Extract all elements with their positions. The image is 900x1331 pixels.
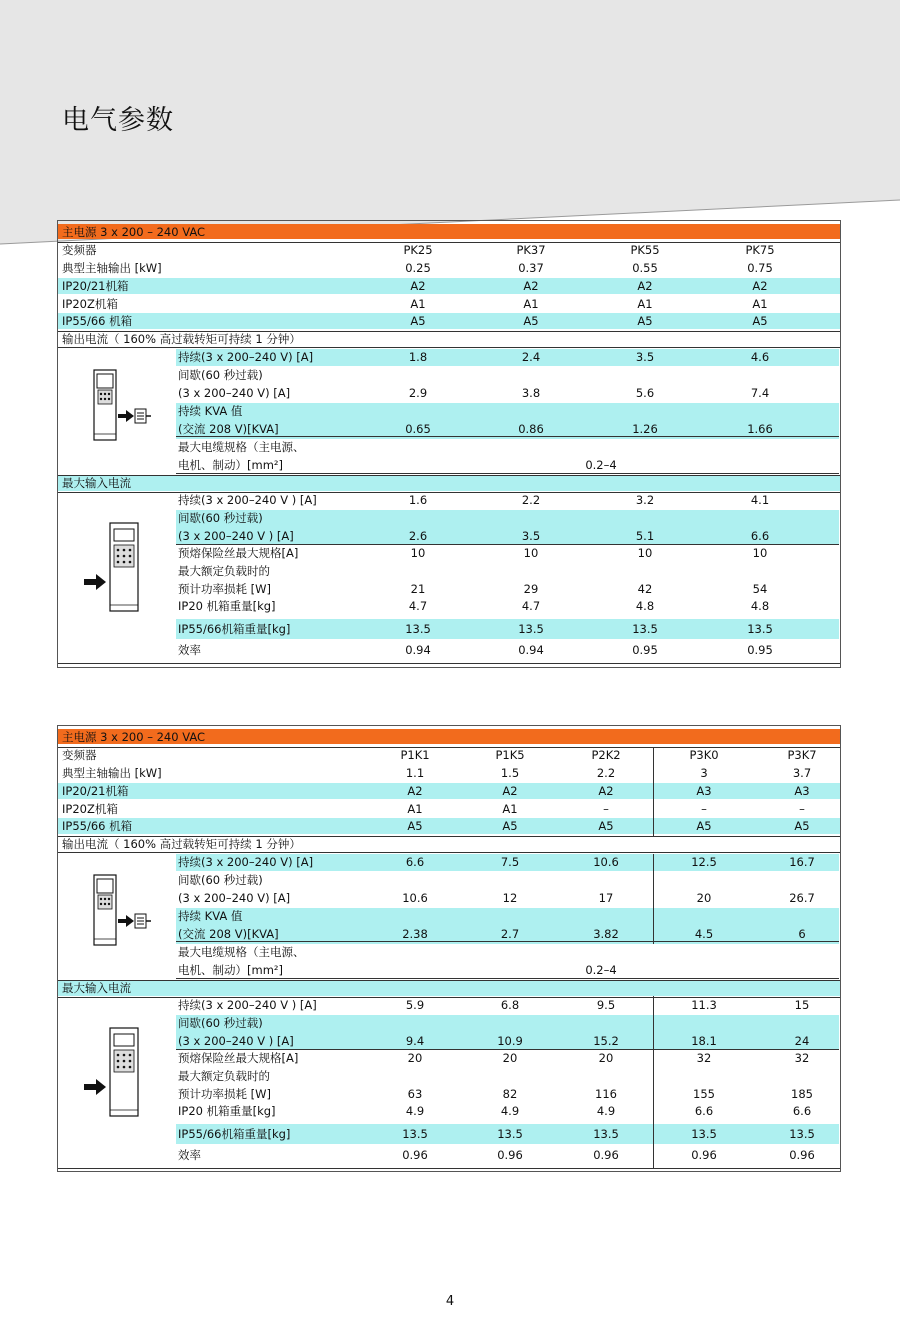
continuous-value: 7.5 — [500, 855, 520, 869]
ip20z-value: – — [701, 802, 707, 816]
ip20z-value: A1 — [523, 297, 539, 311]
in-continuous-label: 持续(3 x 200–240 V ) [A] — [178, 998, 317, 1012]
continuous-value: 3.5 — [635, 350, 655, 364]
intermittent-value: 20 — [696, 891, 712, 905]
typical-power-value: 0.37 — [518, 261, 544, 275]
ip20-weight-value: 6.6 — [792, 1104, 812, 1118]
ip20-weight-value: 4.9 — [596, 1104, 616, 1118]
intermittent-value: 26.7 — [789, 891, 815, 905]
ip55-weight-value: 13.5 — [593, 1127, 619, 1141]
kva-label-1: 持续 KVA 值 — [178, 909, 243, 923]
max-input-label: 最大输入电流 — [62, 981, 131, 995]
efficiency-value: 0.96 — [789, 1148, 815, 1162]
row-divider — [58, 1168, 840, 1169]
efficiency-value: 0.94 — [405, 643, 431, 657]
in-intermittent-value: 5.1 — [635, 529, 655, 543]
row-divider — [58, 663, 840, 664]
kva-value: 3.82 — [593, 927, 619, 941]
model-header: P2K2 — [591, 748, 621, 762]
column-separator — [653, 747, 654, 836]
row-divider — [58, 242, 840, 243]
kva-value: 2.38 — [402, 927, 428, 941]
loss-label-1: 最大额定负载时的 — [178, 564, 270, 578]
ip20z-label: IP20Z机箱 — [62, 802, 118, 816]
ip20z-value: A1 — [407, 802, 423, 816]
typical-power-value: 1.5 — [500, 766, 520, 780]
ip20-21-value: A2 — [502, 784, 518, 798]
kva-value: 0.86 — [518, 422, 544, 436]
ip55-66-value: A5 — [794, 819, 810, 833]
cable-value: 0.2–4 — [585, 963, 617, 977]
inverter-label: 变频器 — [62, 748, 97, 762]
ip20-21-value: A2 — [752, 279, 768, 293]
typical-power-value: 3 — [700, 766, 708, 780]
ip20-21-label: IP20/21机箱 — [62, 279, 129, 293]
ip55-weight-value: 13.5 — [632, 622, 658, 636]
ip20-weight-value: 4.9 — [500, 1104, 520, 1118]
electrical-table-2 — [57, 725, 841, 1172]
model-header: P1K1 — [400, 748, 430, 762]
ip20z-value: A1 — [637, 297, 653, 311]
intermittent-value: 7.4 — [750, 386, 770, 400]
ip20z-value: – — [603, 802, 609, 816]
ip20-21-value: A3 — [794, 784, 810, 798]
row-divider — [176, 978, 839, 979]
ip55-weight-label: IP55/66机箱重量[kg] — [178, 1127, 291, 1141]
mains-label: 主电源 3 x 200 – 240 VAC — [62, 730, 206, 744]
row-divider — [58, 475, 840, 476]
fuse-value: 20 — [502, 1051, 518, 1065]
ip20-weight-value: 4.8 — [750, 599, 770, 613]
loss-value: 116 — [595, 1087, 617, 1101]
loss-value: 82 — [502, 1087, 518, 1101]
column-separator — [653, 854, 654, 944]
fuse-value: 10 — [523, 546, 539, 560]
in-intermittent-value: 9.4 — [405, 1034, 425, 1048]
cable-label-1: 最大电缆规格（主电源、 — [178, 440, 305, 454]
ip20z-value: A1 — [410, 297, 426, 311]
typical-power-label: 典型主轴输出 [kW] — [62, 766, 162, 780]
fuse-value: 10 — [637, 546, 653, 560]
fuse-label: 预熔保险丝最大规格[A] — [178, 546, 299, 560]
intermittent-value: 3.8 — [521, 386, 541, 400]
model-header: PK75 — [745, 243, 775, 257]
output-current-label: 输出电流（ 160% 高过载转矩可持续 1 分钟） — [62, 332, 301, 346]
drive-input-illustration — [80, 521, 152, 617]
loss-value: 21 — [410, 582, 426, 596]
continuous-value: 4.6 — [750, 350, 770, 364]
continuous-value: 12.5 — [691, 855, 717, 869]
in-continuous-value: 6.8 — [500, 998, 520, 1012]
in-intermittent-value: 15.2 — [593, 1034, 619, 1048]
ip55-weight-value: 13.5 — [497, 1127, 523, 1141]
intermittent-value: 12 — [502, 891, 518, 905]
cable-value: 0.2–4 — [585, 458, 617, 472]
fuse-value: 20 — [598, 1051, 614, 1065]
row-divider — [176, 436, 839, 437]
loss-label-1: 最大额定负载时的 — [178, 1069, 270, 1083]
ip20-21-value: A2 — [523, 279, 539, 293]
max-input-row-bg — [58, 475, 840, 491]
row-divider — [58, 492, 840, 493]
in-intermittent-label-1: 间歇(60 秒过载) — [178, 1016, 263, 1030]
ip20-21-value: A2 — [637, 279, 653, 293]
model-header: P3K0 — [689, 748, 719, 762]
fuse-value: 20 — [407, 1051, 423, 1065]
kva-label-2: (交流 208 V)[KVA] — [178, 422, 279, 436]
in-continuous-value: 2.2 — [521, 493, 541, 507]
kva-value: 6 — [798, 927, 806, 941]
ip55-weight-label: IP55/66机箱重量[kg] — [178, 622, 291, 636]
kva-value: 2.7 — [500, 927, 520, 941]
ip20z-label: IP20Z机箱 — [62, 297, 118, 311]
model-header: PK25 — [403, 243, 433, 257]
continuous-value: 2.4 — [521, 350, 541, 364]
ip55-weight-value: 13.5 — [405, 622, 431, 636]
ip20-21-label: IP20/21机箱 — [62, 784, 129, 798]
row-divider — [58, 747, 840, 748]
row-divider — [176, 544, 839, 545]
loss-value: 155 — [693, 1087, 715, 1101]
efficiency-label: 效率 — [178, 643, 201, 657]
row-divider — [176, 941, 839, 942]
model-header: P1K5 — [495, 748, 525, 762]
fuse-value: 10 — [752, 546, 768, 560]
row-divider — [58, 980, 840, 981]
fuse-value: 32 — [794, 1051, 810, 1065]
intermittent-value: 10.6 — [402, 891, 428, 905]
in-continuous-label: 持续(3 x 200–240 V ) [A] — [178, 493, 317, 507]
kva-label-1: 持续 KVA 值 — [178, 404, 243, 418]
inverter-label: 变频器 — [62, 243, 97, 257]
model-header: PK55 — [630, 243, 660, 257]
cable-label-2: 电机、制动）[mm²] — [178, 458, 283, 472]
efficiency-value: 0.95 — [747, 643, 773, 657]
loss-value: 63 — [407, 1087, 423, 1101]
ip20-21-value: A2 — [407, 784, 423, 798]
efficiency-value: 0.96 — [402, 1148, 428, 1162]
loss-label-2: 预计功率损耗 [W] — [178, 582, 271, 596]
ip20-21-value: A2 — [410, 279, 426, 293]
intermittent-label-1: 间歇(60 秒过载) — [178, 368, 263, 382]
loss-value: 42 — [637, 582, 653, 596]
typical-power-value: 3.7 — [792, 766, 812, 780]
ip20-weight-value: 4.7 — [521, 599, 541, 613]
ip55-66-value: A5 — [752, 314, 768, 328]
loss-value: 185 — [791, 1087, 813, 1101]
ip55-66-row-bg — [58, 818, 840, 834]
max-input-label: 最大输入电流 — [62, 476, 131, 490]
typical-power-label: 典型主轴输出 [kW] — [62, 261, 162, 275]
intermittent-label-2: (3 x 200–240 V) [A] — [178, 891, 291, 905]
kva-value: 1.66 — [747, 422, 773, 436]
fuse-value: 10 — [410, 546, 426, 560]
ip20-21-row-bg — [58, 783, 840, 799]
in-intermittent-value: 24 — [794, 1034, 810, 1048]
ip20-weight-value: 4.7 — [408, 599, 428, 613]
ip20-weight-value: 4.9 — [405, 1104, 425, 1118]
ip55-66-label: IP55/66 机箱 — [62, 314, 133, 328]
ip55-66-value: A5 — [523, 314, 539, 328]
row-divider — [58, 852, 840, 853]
in-continuous-value: 5.9 — [405, 998, 425, 1012]
typical-power-value: 1.1 — [405, 766, 425, 780]
in-intermittent-label-1: 间歇(60 秒过载) — [178, 511, 263, 525]
ip55-66-row-bg — [58, 313, 840, 329]
typical-power-value: 0.25 — [405, 261, 431, 275]
continuous-value: 16.7 — [789, 855, 815, 869]
continuous-label: 持续(3 x 200–240 V) [A] — [178, 855, 314, 869]
efficiency-label: 效率 — [178, 1148, 201, 1162]
kva-value: 0.65 — [405, 422, 431, 436]
typical-power-value: 2.2 — [596, 766, 616, 780]
mains-label: 主电源 3 x 200 – 240 VAC — [62, 225, 206, 239]
loss-value: 54 — [752, 582, 768, 596]
intermittent-value: 5.6 — [635, 386, 655, 400]
ip20-21-value: A3 — [696, 784, 712, 798]
intermittent-label-1: 间歇(60 秒过载) — [178, 873, 263, 887]
typical-power-value: 0.75 — [747, 261, 773, 275]
ip55-weight-value: 13.5 — [789, 1127, 815, 1141]
ip55-66-value: A5 — [598, 819, 614, 833]
in-intermittent-label-2: (3 x 200–240 V ) [A] — [178, 1034, 294, 1048]
ip20-weight-label: IP20 机箱重量[kg] — [178, 1104, 276, 1118]
row-divider — [58, 347, 840, 348]
fuse-label: 预熔保险丝最大规格[A] — [178, 1051, 299, 1065]
in-continuous-value: 9.5 — [596, 998, 616, 1012]
kva-value: 4.5 — [694, 927, 714, 941]
electrical-table-1 — [57, 220, 841, 668]
ip20z-value: A1 — [752, 297, 768, 311]
ip20-weight-value: 6.6 — [694, 1104, 714, 1118]
cable-label-1: 最大电缆规格（主电源、 — [178, 945, 305, 959]
column-separator — [653, 996, 654, 1168]
in-continuous-value: 1.6 — [408, 493, 428, 507]
drive-output-illustration — [80, 873, 152, 953]
efficiency-value: 0.96 — [593, 1148, 619, 1162]
ip20-weight-label: IP20 机箱重量[kg] — [178, 599, 276, 613]
intermittent-value: 17 — [598, 891, 614, 905]
in-continuous-value: 11.3 — [691, 998, 717, 1012]
ip55-66-value: A5 — [696, 819, 712, 833]
fuse-value: 32 — [696, 1051, 712, 1065]
in-intermittent-value: 10.9 — [497, 1034, 523, 1048]
cable-label-2: 电机、制动）[mm²] — [178, 963, 283, 977]
continuous-value: 10.6 — [593, 855, 619, 869]
continuous-value: 1.8 — [408, 350, 428, 364]
row-divider — [176, 473, 839, 474]
in-intermittent-label-2: (3 x 200–240 V ) [A] — [178, 529, 294, 543]
in-continuous-value: 4.1 — [750, 493, 770, 507]
loss-value: 29 — [523, 582, 539, 596]
row-divider — [58, 997, 840, 998]
kva-value: 1.26 — [632, 422, 658, 436]
efficiency-value: 0.96 — [691, 1148, 717, 1162]
ip55-66-label: IP55/66 机箱 — [62, 819, 133, 833]
in-intermittent-value: 6.6 — [750, 529, 770, 543]
loss-label-2: 预计功率损耗 [W] — [178, 1087, 271, 1101]
ip20-weight-value: 4.8 — [635, 599, 655, 613]
ip55-66-value: A5 — [502, 819, 518, 833]
ip20-21-value: A2 — [598, 784, 614, 798]
in-continuous-value: 3.2 — [635, 493, 655, 507]
model-header: P3K7 — [787, 748, 817, 762]
in-intermittent-value: 3.5 — [521, 529, 541, 543]
ip55-weight-value: 13.5 — [747, 622, 773, 636]
efficiency-value: 0.94 — [518, 643, 544, 657]
in-continuous-value: 15 — [794, 998, 810, 1012]
max-input-row-bg — [58, 980, 840, 996]
typical-power-value: 0.55 — [632, 261, 658, 275]
efficiency-value: 0.95 — [632, 643, 658, 657]
page-title: 电气参数 — [62, 105, 174, 136]
row-divider — [176, 1049, 839, 1050]
continuous-value: 6.6 — [405, 855, 425, 869]
page-number: 4 — [445, 1294, 455, 1309]
ip20z-value: A1 — [502, 802, 518, 816]
ip55-weight-value: 13.5 — [691, 1127, 717, 1141]
drive-output-illustration — [80, 368, 152, 448]
output-current-label: 输出电流（ 160% 高过载转矩可持续 1 分钟） — [62, 837, 301, 851]
ip20z-value: – — [799, 802, 805, 816]
ip55-66-value: A5 — [637, 314, 653, 328]
ip55-weight-value: 13.5 — [402, 1127, 428, 1141]
continuous-label: 持续(3 x 200–240 V) [A] — [178, 350, 314, 364]
ip55-weight-value: 13.5 — [518, 622, 544, 636]
ip55-66-value: A5 — [407, 819, 423, 833]
model-header: PK37 — [516, 243, 546, 257]
drive-input-illustration — [80, 1026, 152, 1122]
in-intermittent-value: 18.1 — [691, 1034, 717, 1048]
ip55-66-value: A5 — [410, 314, 426, 328]
ip20-21-row-bg — [58, 278, 840, 294]
intermittent-label-2: (3 x 200–240 V) [A] — [178, 386, 291, 400]
in-intermittent-value: 2.6 — [408, 529, 428, 543]
kva-label-2: (交流 208 V)[KVA] — [178, 927, 279, 941]
efficiency-value: 0.96 — [497, 1148, 523, 1162]
intermittent-value: 2.9 — [408, 386, 428, 400]
